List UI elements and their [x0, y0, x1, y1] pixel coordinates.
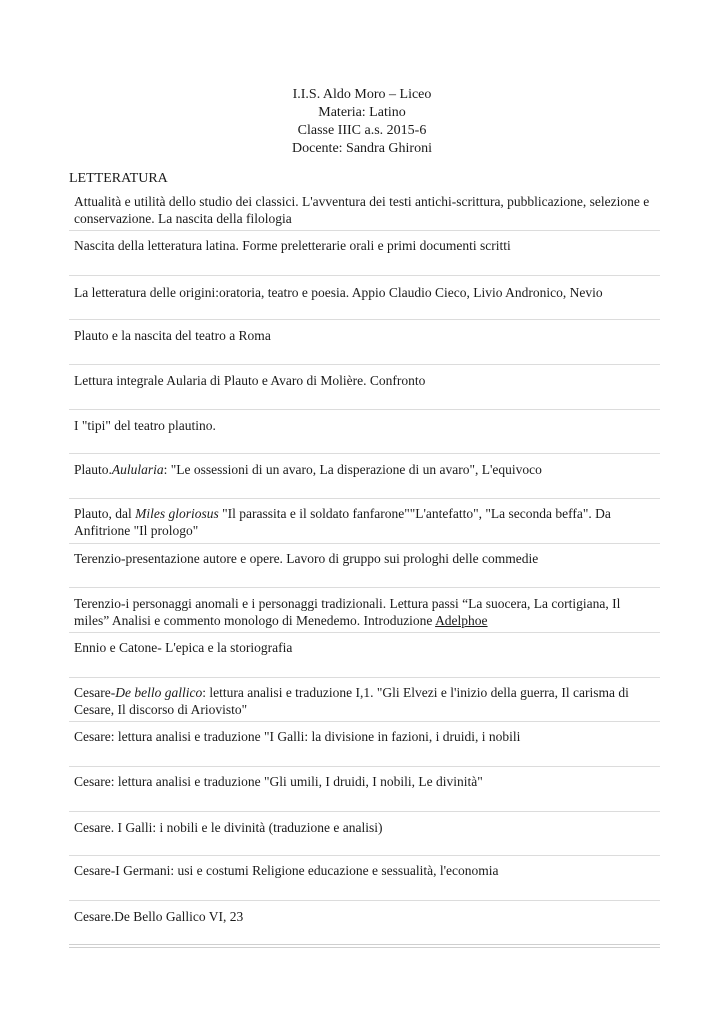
row-text: Attualità e utilità dello studio dei classici. L'avventura dei testi antichi-scrittura, pubblicazione, selezione e conservazione. La nascita della filologia [74, 194, 650, 226]
row-text-pre: Terenzio-i personaggi anomali e i personaggi tradizionali. Lettura passi “La suocera, La cortigiana, Il miles” Analisi e commento monologo di Menedemo. Introduzione [74, 596, 621, 628]
row-text: Lettura integrale Aularia di Plauto e Avaro di Molière. Confronto [74, 373, 426, 388]
row-text: Cesare: lettura analisi e traduzione "Gli umili, I druidi, I nobili, Le divinità" [74, 774, 483, 789]
table-row [69, 192, 660, 231]
row-text: Cesare: lettura analisi e traduzione "I Galli: la divisione in fazioni, i druidi, i nobili [74, 729, 521, 744]
table-row [69, 812, 660, 856]
table-row [69, 320, 660, 365]
row-text [74, 499, 656, 539]
table-row [69, 231, 660, 276]
row-text-post: : lettura analisi e traduzione I,1. "Gli Elvezi e l'inizio della guerra, Il carisma di Cesare, Il discorso di Ariovisto" [74, 685, 629, 717]
table-row [69, 588, 660, 633]
row-text [74, 678, 656, 718]
row-text: I "tipi" del teatro plautino. [74, 418, 216, 433]
row-text [74, 588, 656, 629]
row-text: Cesare.De Bello Gallico VI, 23 [74, 909, 244, 924]
table-row [69, 767, 660, 812]
table-row [69, 410, 660, 454]
row-text: Cesare-I Germani: usi e costumi Religione educazione e sessualità, l'economia [74, 863, 499, 878]
row-text-italic: Miles gloriosus [135, 506, 219, 521]
row-text-italic: De bello gallico [115, 685, 203, 700]
row-text-post: : "Le ossessioni di un avaro, La disperazione di un avaro", L'equivoco [163, 462, 542, 477]
row-text: La letteratura delle origini:oratoria, teatro e poesia. Appio Claudio Cieco, Livio Andronico, Nevio [74, 285, 603, 300]
row-text-pre: Plauto, dal [74, 506, 136, 521]
table-row [69, 678, 660, 722]
row-text: Nascita della letteratura latina. Forme preletterarie orali e primi documenti scritti [74, 238, 511, 253]
row-text [74, 454, 656, 478]
section-title: LETTERATURA [69, 171, 168, 186]
table-row [69, 633, 660, 678]
table-row [69, 276, 660, 320]
row-text-pre: Plauto. [74, 462, 112, 477]
class-line: Classe IIIC a.s. 2015-6 [297, 123, 427, 138]
table-row [69, 365, 660, 410]
row-text: Ennio e Catone- L'epica e la storiografia [74, 640, 293, 655]
row-text-post: "Il parassita e il soldato fanfarone""L'antefatto", "La seconda beffa". Da Anfitrione "Il prologo" [74, 506, 611, 538]
teacher-line: Docente: Sandra Ghironi [292, 141, 432, 156]
row-text-italic: Aulularia [111, 462, 164, 477]
table-row [69, 454, 660, 499]
topics-table [69, 192, 660, 941]
row-text-pre: Cesare- [74, 685, 116, 700]
table-row [69, 901, 660, 941]
school-name: I.I.S. Aldo Moro – Liceo [292, 87, 432, 102]
table-row [69, 544, 660, 588]
table-row [69, 722, 660, 767]
row-text: Cesare. I Galli: i nobili e le divinità (traduzione e analisi) [74, 820, 383, 835]
adelphoe-link[interactable]: Adelphoe [435, 613, 488, 628]
subject-line: Materia: Latino [318, 105, 406, 120]
document-header [0, 86, 724, 158]
row-text: Plauto e la nascita del teatro a Roma [74, 328, 271, 343]
table-row [69, 499, 660, 544]
table-row [69, 856, 660, 901]
table-bottom-border [69, 944, 660, 948]
row-text: Terenzio-presentazione autore e opere. Lavoro di gruppo sui prologhi delle commedie [74, 551, 539, 566]
